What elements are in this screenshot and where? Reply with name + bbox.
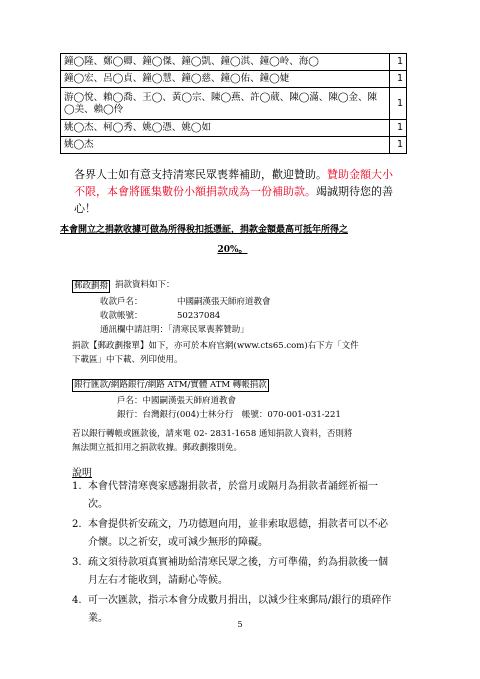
note-text: 疏文須待款項真實補助給清寒民眾之後，方可準備，約為捐款後一個月左右才能收到，請耐心等候。: [88, 557, 388, 586]
bank-section-label: 銀行匯款/網路銀行/網路 ATM/實體 ATM 轉帳捐款: [74, 380, 267, 390]
note-text: 可一次匯款，指示本會分成數月捐出，以減少往來郵局/銀行的瑣碎作業。: [88, 595, 392, 624]
account-name-value: 中國嗣漢張天師府道教會: [177, 297, 271, 307]
bank-account-name: 戶名：中國嗣漢張天師府道教會: [117, 396, 237, 406]
table-row: [61, 71, 407, 88]
donor-names: 鐘◯宏、呂◯貞、鐘◯慧、鐘◯慈、鐘◯佑、鐘◯婕: [61, 71, 390, 88]
table-row: [61, 120, 407, 137]
intro-paragraph: [74, 166, 394, 217]
account-no-label: 收款帳號：: [100, 311, 143, 321]
postal-memo: 通訊欄中請註明：「清寒民眾喪葬贊助」: [100, 325, 249, 335]
donor-names: 游◯悅、賴◯喬、王◯、黃◯宗、陳◯燕、許◯葳、陳◯滿、陳◯金、陳◯美、賴◯伶: [61, 88, 390, 120]
donor-names: 鐘◯隆、鄭◯卿、鐘◯傑、鐘◯凱、鐘◯淇、鐘◯岭、海◯: [61, 54, 390, 71]
postal-account-name-row: [100, 296, 271, 308]
note-text: 本會代替清寒喪家感謝捐款者，於當月或隔月為捐款者誦經祈福一次。: [88, 481, 378, 510]
download-line-1: 捐款【郵政劃撥單】如下，亦可於本府官網(www.cts65.com)右下方「文件: [72, 341, 359, 351]
list-item: [72, 516, 392, 552]
note-number: 3.: [72, 557, 82, 568]
list-item: [72, 554, 392, 590]
note-number: 4.: [72, 595, 82, 606]
bank-info-line-2: 無法開立抵扣用之捐款收據。郵政劃撥則免。: [72, 443, 243, 453]
bank-account-line: 銀行：台灣銀行(004)士林分行 帳號：070-001-031-221: [117, 410, 341, 420]
download-line-2: 下載區」中下載、列印使用。: [72, 355, 183, 365]
notes-list: [72, 478, 392, 630]
intro-highlight: 贊助金額大小不限，本會將匯集數份小額捐款成為一份補助款。: [74, 168, 393, 198]
donor-table: [60, 53, 407, 154]
notes-title: 說明: [72, 468, 92, 479]
bank-info-line-1: 若以銀行轉帳或匯款後，請來電 02- 2831-1658 通知捐款人資料，否則將: [72, 429, 353, 439]
intro-text: 各界人士如有意支持清寒民眾喪葬補助，歡迎贊助。: [74, 168, 327, 181]
note-number: 1.: [72, 481, 82, 492]
account-name-label: 收款戶名：: [100, 297, 143, 307]
donor-names: 姚◯杰: [61, 137, 390, 154]
table-row: [61, 54, 407, 71]
tax-notice-line1: 本會開立之捐款收據可做為所得稅扣抵憑証，捐款金額最高可抵年所得之: [60, 225, 349, 235]
note-text: 本會提供祈安疏文，乃功德迴向用，並非索取恩德，捐款者可以不必介懷。以之祈安，或可減少無形的障礙。: [88, 519, 388, 548]
intro-closing: 竭誠期待您的善心！: [74, 185, 393, 215]
tax-notice: [60, 222, 405, 258]
list-item: [72, 478, 392, 514]
postal-account-no-row: [100, 310, 220, 322]
donor-count: 1: [390, 120, 407, 137]
donor-count: 1: [390, 137, 407, 154]
donor-count: 1: [390, 54, 407, 71]
table-row: [61, 88, 407, 120]
tax-notice-line2: 20%。: [217, 245, 248, 255]
donor-names: 姚◯杰、柯◯秀、姚◯憑、姚◯如: [61, 120, 390, 137]
donor-count: 1: [390, 88, 407, 120]
donor-count: 1: [390, 71, 407, 88]
postal-intro: 捐款資料如下：: [115, 280, 175, 290]
page-number: 5: [237, 620, 243, 629]
account-no-value: 50237084: [177, 311, 221, 321]
table-row: [61, 137, 407, 154]
postal-section-label: 郵政劃撥: [74, 281, 109, 291]
note-number: 2.: [72, 519, 82, 530]
